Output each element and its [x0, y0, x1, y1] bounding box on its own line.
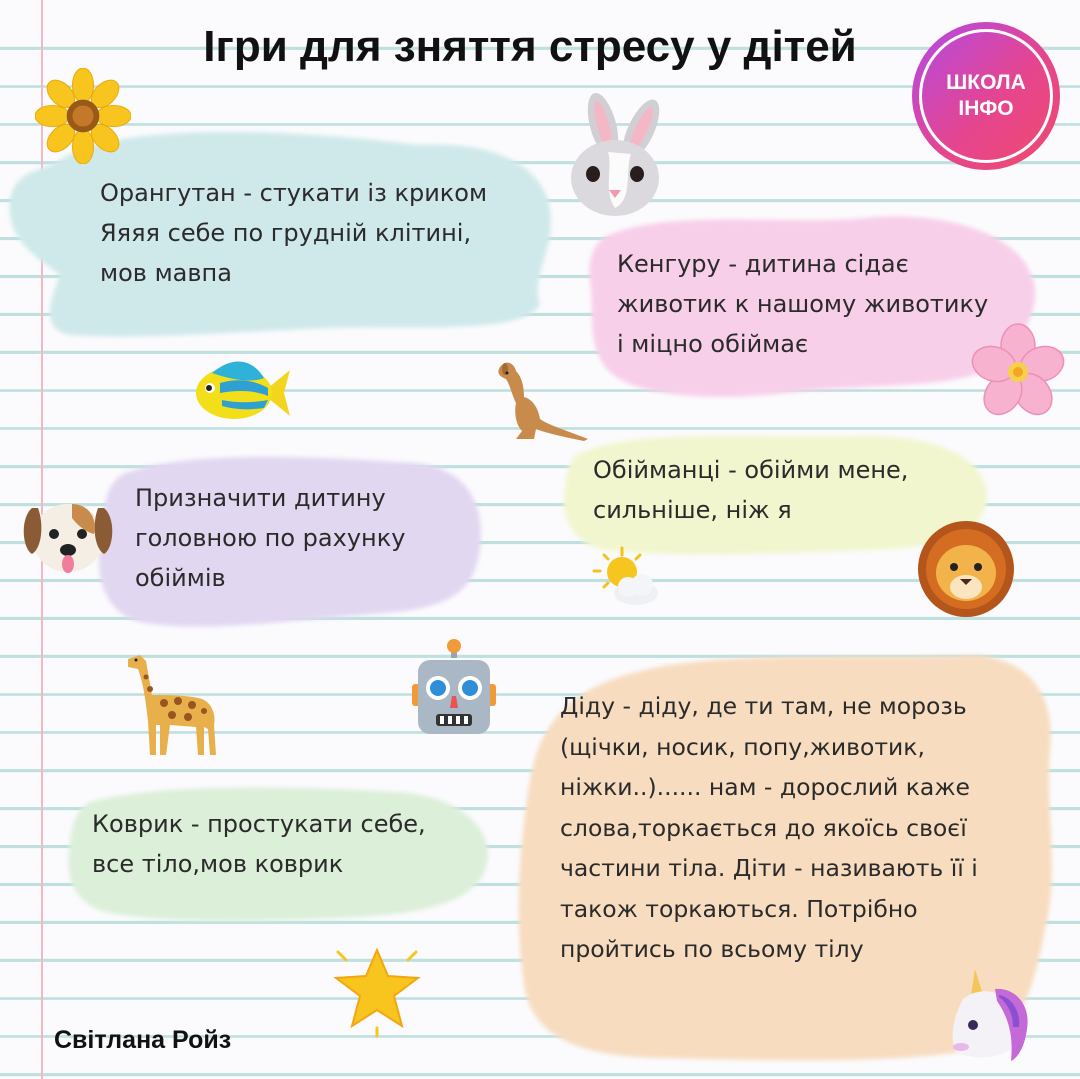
grandpa-line-4: слова,торкається до якоїсь своєї — [560, 813, 967, 842]
school-logo — [912, 22, 1060, 170]
assign-line-1: Призначити дитину — [135, 484, 386, 512]
orangutan-line-2: Яяяя себе по грудній клітині, — [100, 219, 472, 247]
grandpa-line-2: (щічки, носик, попу,животик, — [560, 732, 925, 761]
grandpa-line-1: Діду - діду, де ти там, не морозь — [560, 692, 967, 720]
logo-line-2: ІНФО — [958, 97, 1014, 120]
rabbit-icon — [553, 90, 683, 225]
rug-line-1: Коврик - простукати себе, — [92, 810, 426, 838]
orangutan-line-1: Орангутан - стукати із криком — [100, 179, 488, 207]
kangaroo-icon — [488, 355, 593, 445]
giraffe-icon — [118, 645, 223, 760]
orangutan-line-3: мов мавпа — [100, 259, 232, 287]
kangaroo-card-text — [617, 244, 988, 364]
hugs-card-text — [593, 450, 908, 530]
grandpa-line-3: ніжки..)...... нам - дорослий каже — [560, 773, 970, 801]
rug-card-text — [92, 804, 426, 884]
lion-icon — [914, 515, 1019, 620]
cherry-blossom-icon — [968, 322, 1068, 422]
rug-line-2: все тіло,мов коврик — [92, 850, 344, 878]
sun-cloud-icon — [592, 545, 662, 610]
hugs-line-1: Обійманці - обійми мене, — [593, 456, 909, 484]
dog-icon — [18, 488, 118, 583]
author-name: Світлана Ройз — [54, 1026, 232, 1054]
kangaroo-line-1: Кенгуру - дитина сідає — [617, 250, 909, 278]
grandpa-line-5: частини тіла. Діти - називають її і — [560, 854, 978, 882]
page-title: Ігри для зняття стресу у дітей — [203, 22, 857, 71]
kangaroo-line-3: і міцно обіймає — [617, 330, 809, 358]
assign-card-text — [135, 478, 405, 598]
fish-icon — [192, 348, 292, 438]
hugs-line-2: сильніше, ніж я — [593, 496, 792, 524]
grandpa-card-text — [560, 686, 978, 970]
grandpa-line-6: також торкаються. Потрібно — [560, 894, 918, 923]
star-icon — [330, 940, 425, 1038]
robot-icon — [408, 638, 500, 738]
orangutan-card-text — [100, 173, 487, 293]
sunflower-icon — [35, 68, 131, 164]
assign-line-2: головною по рахунку — [135, 524, 406, 552]
kangaroo-line-2: животик к нашому животику — [617, 290, 989, 318]
grandpa-line-7: пройтись по всьому тілу — [560, 935, 864, 963]
unicorn-icon — [935, 965, 1035, 1065]
assign-line-3: обіймів — [135, 564, 226, 592]
logo-line-1: ШКОЛА — [946, 71, 1026, 94]
